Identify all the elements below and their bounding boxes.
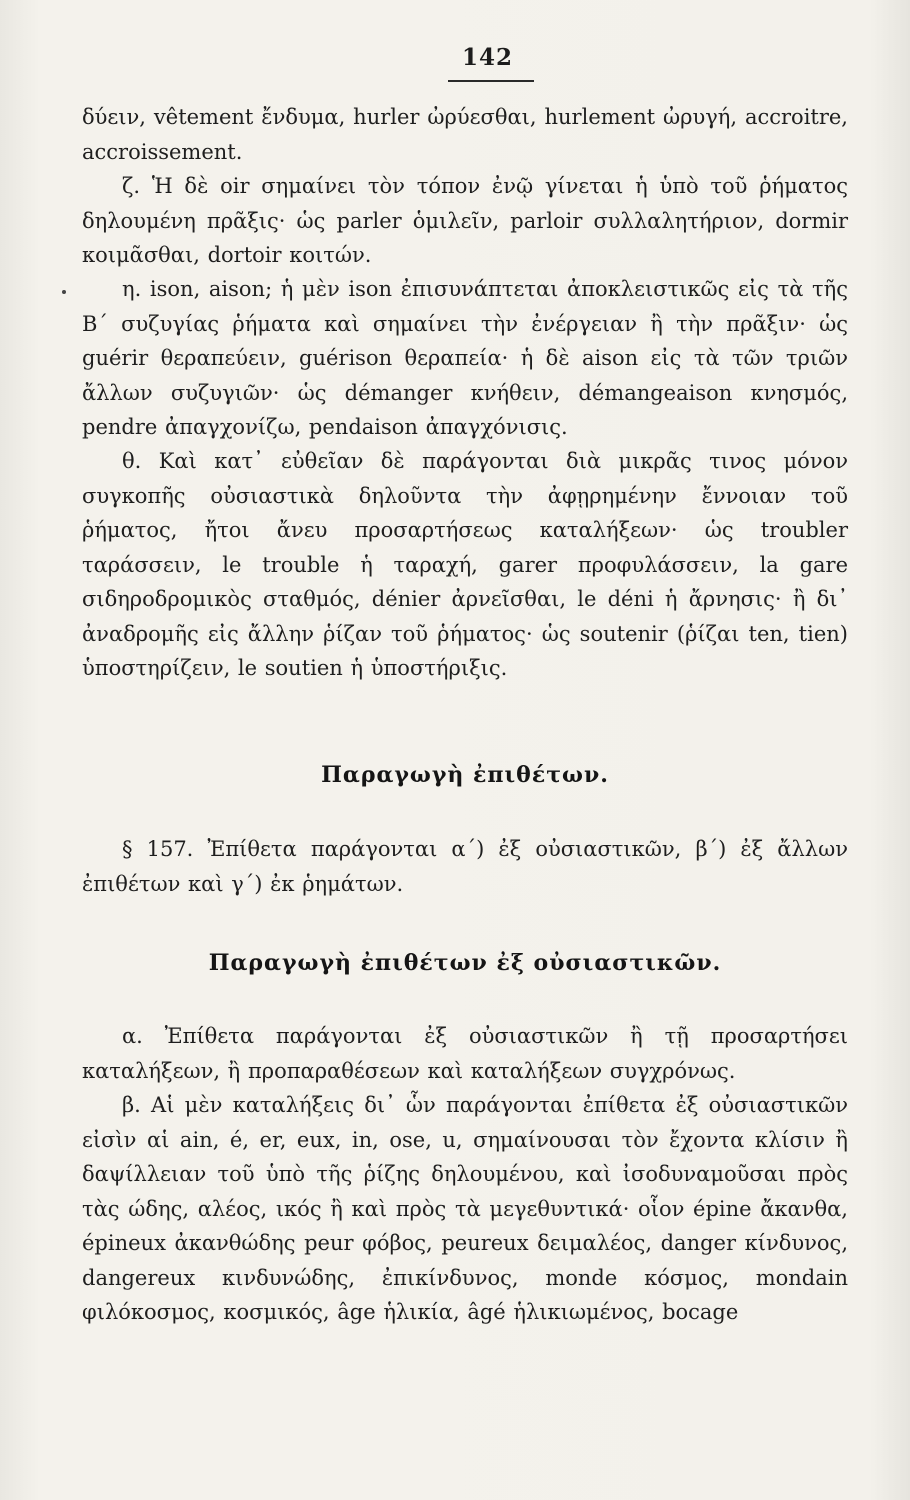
section-heading-adjectives: Παραγωγὴ ἐπιθέτων. (321, 762, 609, 788)
paragraph-section-157: § 157. Ἐπίθετα παράγονται α΄) ἐξ οὐσιαστικῶν, β΄) ἐξ ἄλλων ἐπιθέτων καὶ γ΄) ἐκ ῥημάτων. (82, 837, 848, 896)
paragraph-beta: β. Αἱ μὲν καταλήξεις δι᾽ ὧν παράγονται ἐπίθετα ἐξ οὐσιαστικῶν εἰσὶν αἱ ain, é, er, eux, in, ose, u, σημαίνουσαι τὸν ἔχοντα κλίσιν ἢ δαψίλλειαν τοῦ ὑπὸ τῆς ῥίζης δηλουμένου, καὶ ἰσοδυναμοῦσαι πρὸς τὰς ώδης, αλέος, ικός ἢ καὶ πρὸς τὰ μεγεθυντικά· οἷον épine ἄκανθα, épineux ἀκανθώδης peur φόβος, peureux δειμαλέος, danger κίνδυνος, dangereux κινδυνώδης, ἐπικίνδυνος, monde κόσμος, mondain φιλόκοσμος, κοσμικός, âge ἡλικία, âgé ἡλικιωμένος, bocage (82, 1093, 848, 1324)
page-number-rule (448, 80, 534, 82)
paragraph-theta: θ. Καὶ κατ᾽ εὐθεῖαν δὲ παράγονται διὰ μικρᾶς τινος μόνον συγκοπῆς οὐσιαστικὰ δηλοῦντα τὴν ἀφῃρημένην ἔννοιαν τοῦ ῥήματος, ἤτοι ἄνευ προσαρτήσεως καταλήξεων· ὡς troubler ταράσσειν, le trouble ἡ ταραχή, garer προφυλάσσειν, la gare σιδηροδρομικὸς σταθμός, dénier ἀρνεῖσθαι, le déni ἡ ἄρνησις· ἢ δι᾽ ἀναδρομῆς εἰς ἄλλην ῥίζαν τοῦ ῥήματος· ὡς soutenir (ῥίζαι ten, tien) ὑποστηρίζειν, le soutien ἡ ὑποστήριξις. (82, 449, 848, 680)
paragraph-alpha: α. Ἐπίθετα παράγονται ἐξ οὐσιαστικῶν ἢ τῇ προσαρτήσει καταλήξεων, ἢ προπαραθέσεων καὶ καταλήξεων συγχρόνως. (82, 1024, 848, 1083)
ink-spot (62, 290, 66, 294)
section-heading-adjectives-from-nouns: Παραγωγὴ ἐπιθέτων ἐξ οὐσιαστικῶν. (208, 950, 722, 976)
paragraph-continuation: δύειν, vêtement ἔνδυμα, hurler ὠρύεσθαι, hurlement ὠρυγή, accroitre, accroissement. (82, 105, 848, 164)
page-number: 142 (462, 44, 514, 71)
paragraph-zeta: ζ. Ἡ δὲ oir σημαίνει τὸν τόπον ἐνῷ γίνεται ἡ ὑπὸ τοῦ ῥήματος δηλουμένη πρᾶξις· ὡς parler ὁμιλεῖν, parloir συλλαλητήριον, dormir κοιμᾶσθαι, dortoir κοιτών. (82, 174, 848, 267)
paragraph-eta: η. ison, aison; ἡ μὲν ison ἐπισυνάπτεται ἀποκλειστικῶς εἰς τὰ τῆς Β΄ συζυγίας ῥήματα καὶ σημαίνει τὴν ἐνέργειαν ἢ τὴν πρᾶξιν· ὡς guérir θεραπεύειν, guérison θεραπεία· ἡ δὲ aison εἰς τὰ τῶν τριῶν ἄλλων συζυγιῶν· ὡς démanger κνήθειν, démangeaison κνησμός, pendre ἀπαγχονίζω, pendaison ἀπαγχόνισις. (82, 277, 848, 439)
